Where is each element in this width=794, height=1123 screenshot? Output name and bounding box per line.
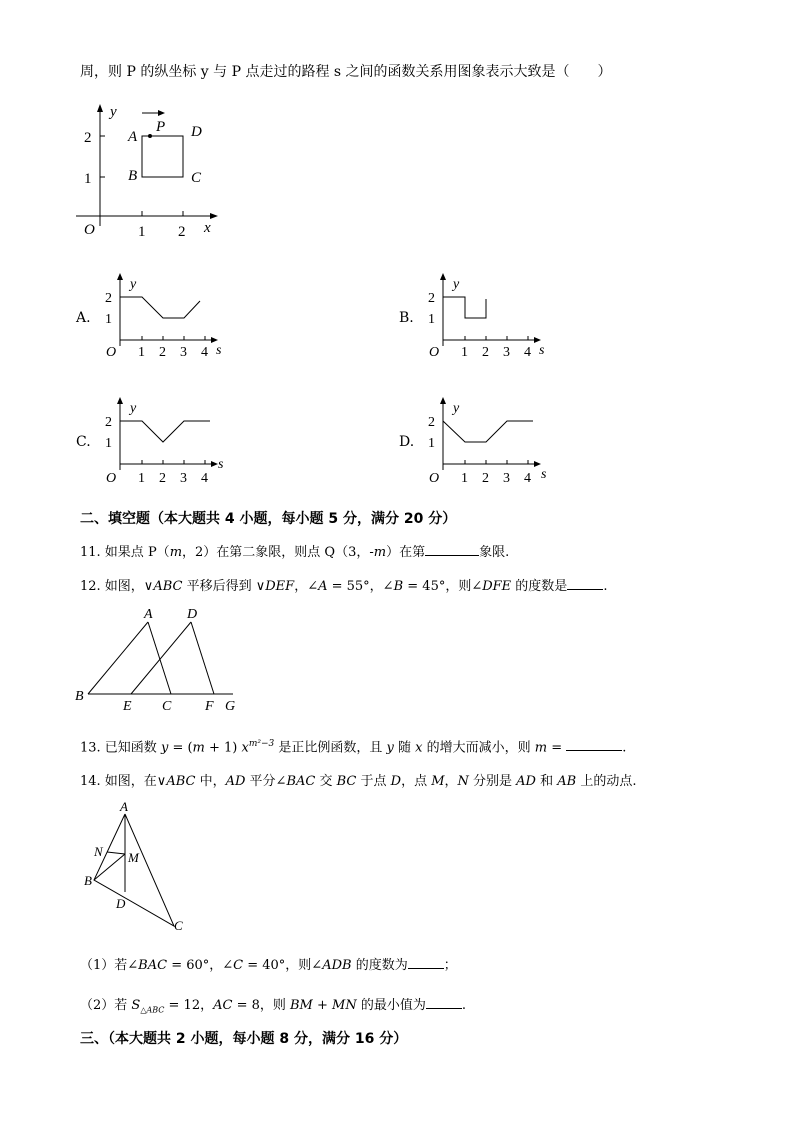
option-a-xtick-4: 4	[201, 345, 208, 360]
fig12-label-b: B	[75, 689, 84, 704]
question-14-part-2: （2）若 $S_{\triangle ABC} = 12$，AC = 8，则 BM + MN 的最小值为 .	[80, 994, 466, 1020]
fig12-label-d: D	[187, 607, 198, 622]
option-a-label: A.	[76, 310, 91, 326]
option-b-x-label: s	[539, 343, 545, 358]
option-b-ytick-2: 2	[428, 291, 435, 306]
option-d-graph	[423, 396, 553, 486]
option-a-ytick-2: 2	[105, 291, 112, 306]
option-b-xtick-2: 2	[482, 345, 489, 360]
question-14: 14. 如图，在∨ABC 中，AD 平分∠BAC 交 BC 于点 D，点 M，N 分别是 AD 和 AB 上的动点.	[80, 774, 637, 789]
fig14-label-d: D	[116, 896, 126, 911]
section-3-title: 三、（本大题共 2 小题，每小题 8 分，满分 16 分）	[80, 1031, 408, 1047]
option-c-xtick-3: 3	[180, 471, 187, 486]
main-coordinate-graph	[70, 100, 230, 240]
option-d-xtick-2: 2	[482, 471, 489, 486]
translation-triangles-figure	[70, 602, 250, 714]
fig12-label-f: F	[205, 699, 214, 714]
option-c-ytick-2: 2	[105, 415, 112, 430]
option-a-y-label: y	[130, 277, 137, 292]
fig14-label-b: B	[84, 873, 92, 888]
option-a-origin: O	[106, 345, 117, 360]
option-d-x-label: s	[541, 467, 547, 482]
option-b-y-label: y	[453, 277, 460, 292]
question-11: 11. 如果点 P（m，2）在第二象限，则点 Q（3，-m）在第 象限.	[80, 541, 509, 562]
option-a-xtick-1: 1	[138, 345, 145, 360]
option-b-xtick-3: 3	[503, 345, 510, 360]
point-c-label: C	[191, 170, 202, 186]
point-a-label: A	[128, 129, 138, 145]
option-c-origin: O	[106, 471, 117, 486]
option-c-xtick-1: 1	[138, 471, 145, 486]
y-axis-label: y	[110, 104, 117, 120]
option-b-origin: O	[429, 345, 440, 360]
option-d-origin: O	[429, 471, 440, 486]
option-d-xtick-1: 1	[461, 471, 468, 486]
fig14-label-n: N	[94, 844, 103, 859]
option-a-ytick-1: 1	[105, 312, 112, 327]
question-13: 13. 已知函数 y = (m + 1) $x^{m^2-3}$ 是正比例函数，且 y 随 x 的增大而减小，则 m = .	[80, 735, 626, 757]
option-c-graph	[100, 396, 230, 486]
origin-label: O	[84, 222, 95, 238]
option-a-xtick-2: 2	[159, 345, 166, 360]
fig14-label-m: M	[128, 850, 139, 865]
question-12: 12. 如图，∨ABC 平移后得到 ∨DEF，∠A = 55°，∠B = 45°，则∠DFE 的度数是 .	[80, 575, 607, 596]
point-d-label: D	[191, 124, 202, 140]
option-d-label: D.	[399, 434, 415, 450]
option-b-xtick-1: 1	[461, 345, 468, 360]
angle-bisector-figure	[82, 796, 192, 936]
q14-part2-answer-blank[interactable]	[426, 994, 462, 1009]
fig12-label-g: G	[225, 699, 236, 714]
option-c-xtick-4: 4	[201, 471, 208, 486]
option-c-xtick-2: 2	[159, 471, 166, 486]
q11-answer-blank[interactable]	[425, 541, 479, 556]
fig14-label-a: A	[120, 799, 128, 814]
option-b-xtick-4: 4	[524, 345, 531, 360]
y-tick-1: 1	[84, 171, 92, 187]
option-d-y-label: y	[453, 401, 460, 416]
q13-answer-blank[interactable]	[566, 736, 622, 751]
q14-part1-answer-blank[interactable]	[408, 954, 444, 969]
option-b-label: B.	[399, 310, 414, 326]
section-2-title: 二、填空题（本大题共 4 小题，每小题 5 分，满分 20 分）	[80, 511, 457, 527]
option-b-ytick-1: 1	[428, 312, 435, 327]
option-c-label: C.	[76, 434, 91, 450]
x-axis-label: x	[204, 220, 211, 236]
point-b-label: B	[128, 168, 138, 184]
option-d-xtick-3: 3	[503, 471, 510, 486]
q12-answer-blank[interactable]	[567, 575, 603, 590]
option-d-xtick-4: 4	[524, 471, 531, 486]
x-tick-1: 1	[138, 224, 146, 240]
option-d-ytick-1: 1	[428, 436, 435, 451]
option-a-x-label: s	[216, 343, 222, 358]
option-c-x-label: s	[218, 457, 224, 472]
option-c-y-label: y	[130, 401, 137, 416]
fig14-label-c: C	[174, 918, 183, 933]
question-14-part-1: （1）若∠BAC = 60°，∠C = 40°，则∠ADB 的度数为 ；	[80, 954, 457, 975]
question-10-stem: 周，则 P 的纵坐标 y 与 P 点走过的路程 s 之间的函数关系用图象表示大致是（ ）	[80, 64, 612, 80]
fig12-label-e: E	[123, 699, 132, 714]
option-c-ytick-1: 1	[105, 436, 112, 451]
fig12-label-c: C	[162, 699, 172, 714]
y-tick-2: 2	[84, 130, 92, 146]
option-a-graph	[100, 272, 230, 362]
x-tick-2: 2	[178, 224, 186, 240]
option-b-graph	[423, 272, 553, 362]
point-p-label: P	[156, 119, 166, 135]
fig12-label-a: A	[144, 607, 153, 622]
option-a-xtick-3: 3	[180, 345, 187, 360]
option-d-ytick-2: 2	[428, 415, 435, 430]
